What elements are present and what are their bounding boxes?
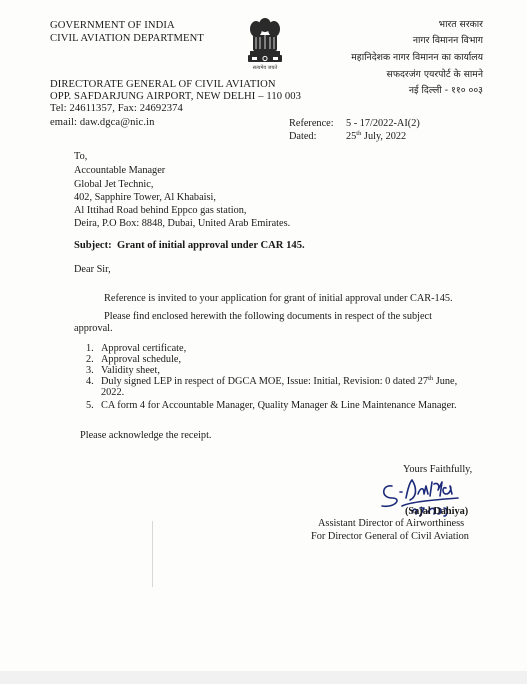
paragraph-2-line-1: Please find enclosed herewith the following documents in respect of the subject (104, 311, 432, 322)
date-value: 25th July, 2022 (346, 130, 407, 142)
subject-text: Grant of initial approval under CAR 145. (116, 240, 305, 251)
signatory-title-2: For Director General of Civil Aviation (311, 531, 469, 542)
hindi-line-4: सफदरजंग एयरपोर्ट के सामने (386, 69, 483, 80)
date-label: Dated: (289, 131, 317, 142)
email-line: email: daw.dgca@nic.in (50, 117, 155, 128)
addressee-line: Global Jet Technic, (74, 179, 154, 190)
scan-bottom-edge (0, 671, 527, 684)
addressee-line: Deira, P.O Box: 8848, Dubai, United Arab Emirates. (74, 218, 291, 229)
org-line-1: GOVERNMENT OF INDIA (50, 20, 175, 31)
reference-value: 5 - 17/2022-AI(2) (346, 118, 420, 129)
hindi-line-3: महानिदेशक नागर विमानन का कार्यालय (351, 52, 483, 63)
addressee-to: To, (74, 151, 88, 162)
hindi-line-2: नागर विमानन विभाग (412, 35, 483, 46)
subject-line (74, 241, 305, 252)
complimentary-close: Yours Faithfully, (403, 464, 473, 475)
list-item: 5. CA form 4 for Accountable Manager, Quality Manager & Line Maintenance Manager. (86, 400, 457, 411)
list-item-continuation: 2022. (101, 387, 125, 398)
addressee-line: Al Ittihad Road behind Eppco gas station, (74, 205, 247, 216)
salutation: Dear Sir, (74, 264, 111, 275)
list-item: 2. Approval schedule, (86, 354, 182, 365)
directorate-name: DIRECTORATE GENERAL OF CIVIL AVIATION (50, 79, 276, 90)
hindi-line-5: नई दिल्ली - ११० ००३ (408, 85, 483, 96)
emblem-motto: सत्यमेव जयते (252, 65, 278, 71)
list-item: 3. Validity sheet, (86, 365, 160, 376)
addressee-line: 402, Sapphire Tower, Al Khabaisi, (74, 192, 216, 203)
paragraph-2-line-2: approval. (74, 323, 113, 334)
scan-artifact-line (152, 521, 153, 587)
signatory-title: Assistant Director of Airworthiness (318, 518, 465, 529)
list-item: 1. Approval certificate, (86, 343, 187, 354)
directorate-address: OPP. SAFDARJUNG AIRPORT, NEW DELHI – 110 003 (50, 91, 302, 102)
signatory-name: (Sajal Dahiya) (405, 506, 469, 517)
subject-label: Subject: (74, 240, 112, 251)
hindi-line-1: भारत सरकार (438, 19, 483, 30)
list-item: 4. Duly signed LEP in respect of DGCA MOE, Issue: Initial, Revision: 0 dated 27th June, (86, 375, 458, 387)
org-line-2: CIVIL AVIATION DEPARTMENT (50, 33, 204, 44)
reference-label: Reference: (289, 118, 334, 129)
addressee-line: Accountable Manager (74, 165, 166, 176)
telephone-fax: Tel: 24611357, Fax: 24692374 (50, 103, 183, 114)
paragraph-1: Reference is invited to your application for grant of initial approval under CAR-145. (104, 293, 453, 304)
closing-request: Please acknowledge the receipt. (80, 430, 212, 441)
